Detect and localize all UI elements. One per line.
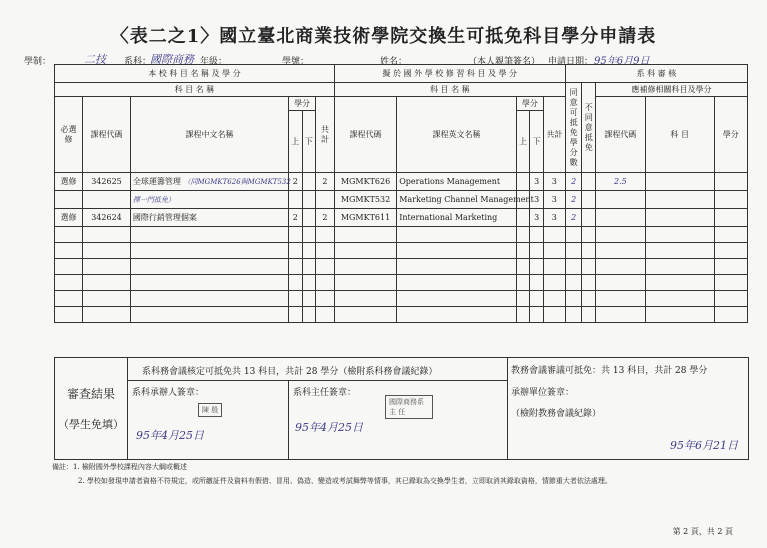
row-first: 2 xyxy=(289,209,303,227)
table-row xyxy=(55,191,748,209)
unit-sign-label: 承辦單位簽章： xyxy=(511,388,575,398)
row-type xyxy=(55,191,83,209)
row-total: 2 xyxy=(316,173,335,191)
foreign-col-code: 課程代碼 xyxy=(334,97,396,173)
row-second xyxy=(302,209,316,227)
handler-sign-label: 系科承辦人簽章： xyxy=(132,388,205,398)
handler-stamp: 陳 殷 xyxy=(198,403,222,417)
row-disagree xyxy=(582,191,596,209)
row-second xyxy=(302,191,316,209)
unit-note: （檢附教務會議紀錄） xyxy=(511,409,602,419)
row-en: Operations Management xyxy=(397,173,517,191)
row-rcredit xyxy=(714,173,747,191)
school-value: 二技 xyxy=(84,53,106,66)
row-tt: 3 xyxy=(543,173,565,191)
row-cn: 國際行銷管理個案 xyxy=(130,209,288,227)
foreign-col-second: 下 xyxy=(530,111,544,173)
row-first xyxy=(289,191,303,209)
foreign-subject-name: 科 目 名 稱 xyxy=(334,83,565,97)
school-label: 學制： xyxy=(24,57,52,67)
chair-sign-label: 系科主任簽章： xyxy=(293,388,357,398)
foreign-col-first: 上 xyxy=(516,111,530,173)
note-line-1: 備註：1. 檢附國外學校課程內容大綱或概述 xyxy=(52,463,187,471)
row-disagree xyxy=(582,209,596,227)
home-credits: 學分 xyxy=(289,97,316,111)
row-second xyxy=(302,173,316,191)
row-fcode: MGMKT611 xyxy=(334,209,396,227)
dept-value: 國際商務 xyxy=(150,53,194,66)
col-cn-name: 課程中文名稱 xyxy=(130,97,288,173)
row-en: Marketing Channel Management xyxy=(397,191,517,209)
row-agree: 2 xyxy=(565,173,582,191)
row-fcode: MGMKT626 xyxy=(334,173,396,191)
group-foreign: 擬 於 國 外 學 校 修 習 科 目 及 學 分 xyxy=(334,65,565,83)
row-total: 2 xyxy=(316,209,335,227)
row-ss: 3 xyxy=(530,209,544,227)
chair-date: 95年4月25日 xyxy=(295,421,363,434)
home-subject-name: 科 目 名 稱 xyxy=(55,83,335,97)
form-title: 〈表二之1〉國立臺北商業技術學院交換生可抵免科目學分申請表 xyxy=(110,26,657,47)
row-rsub xyxy=(645,173,714,191)
row-disagree xyxy=(582,173,596,191)
review-col-credit: 學分 xyxy=(714,97,747,173)
row-rsub xyxy=(645,209,714,227)
dept-meeting: 系科務會議核定可抵免共 13 科目，共計 28 學分（檢附系科務會議紀錄） xyxy=(128,358,507,381)
page-number: 第 2 頁，共 2 頁 xyxy=(672,527,733,536)
row-code: 342625 xyxy=(83,173,131,191)
empty-row xyxy=(55,275,748,291)
review-sub: 應補修相關科目及學分 xyxy=(595,83,747,97)
empty-row xyxy=(55,227,748,243)
handler-date: 95年4月25日 xyxy=(136,429,204,442)
row-rcode: 2.5 xyxy=(595,173,645,191)
chair-stamp: 國際商務系 主 任 xyxy=(385,395,433,419)
review-col-code: 課程代碼 xyxy=(595,97,645,173)
id-label: 學號： xyxy=(282,57,310,67)
name-label: 姓名： xyxy=(380,57,408,67)
row-fcode: MGMKT532 xyxy=(334,191,396,209)
date-label: 申請日期： xyxy=(548,57,594,67)
empty-row xyxy=(55,307,748,323)
grade-label: 年級： xyxy=(200,57,228,67)
group-home: 本 校 科 目 名 稱 及 學 分 xyxy=(55,65,335,83)
row-cn: 擇一門抵免） xyxy=(130,191,288,209)
date-value: 95年6月9日 xyxy=(594,56,650,67)
row-cn: 全球運籌管理 （同MGMKT626與MGMKT532 xyxy=(130,173,288,191)
empty-row xyxy=(55,259,748,275)
row-ss: 3 xyxy=(530,173,544,191)
col-en-name: 課程英文名稱 xyxy=(397,97,517,173)
row-rcredit xyxy=(714,209,747,227)
review-col-subject: 科 目 xyxy=(645,97,714,173)
col-agree: 同意可抵免學分數 xyxy=(565,83,582,173)
row-agree: 2 xyxy=(565,191,582,209)
col-required: 必選修 xyxy=(55,97,83,173)
row-ss: 3 xyxy=(530,191,544,209)
empty-row xyxy=(55,243,748,259)
empty-row xyxy=(55,291,748,307)
home-col-first: 上 xyxy=(289,111,303,173)
row-rsub xyxy=(645,191,714,209)
row-first: 2 xyxy=(289,173,303,191)
home-col-total: 共計 xyxy=(316,97,335,173)
unit-date: 95年6月21日 xyxy=(670,439,739,452)
row-rcode xyxy=(595,209,645,227)
foreign-col-total: 共計 xyxy=(543,97,565,173)
row-agree: 2 xyxy=(565,209,582,227)
row-type: 選修 xyxy=(55,173,83,191)
foreign-credits: 學分 xyxy=(516,97,543,111)
dept-label: 系科： xyxy=(124,57,152,67)
note-line-2: 2. 學校如發現申請者資格不符規定，或所繳証件及資料有假借、冒用、偽造、變造或考試舞弊等情事，其已錄取為交換學生者，立即取消其錄取資格，情節重大者依法處理。 xyxy=(78,477,612,485)
row-code xyxy=(83,191,131,209)
row-fs xyxy=(516,173,530,191)
row-tt: 3 xyxy=(543,191,565,209)
sign-note: （本人親筆簽名） xyxy=(468,57,541,67)
row-code: 342624 xyxy=(83,209,131,227)
group-review: 系 科 審 核 xyxy=(565,65,747,83)
row-fs xyxy=(516,209,530,227)
table-row xyxy=(55,173,748,191)
row-rcredit xyxy=(714,191,747,209)
row-rcode xyxy=(595,191,645,209)
row-total xyxy=(316,191,335,209)
row-en: International Marketing xyxy=(397,209,517,227)
academic-meeting: 教務會議審議可抵免：共 13 科目，共計 28 學分 xyxy=(511,366,708,376)
table-row xyxy=(55,209,748,227)
result-sub: （學生免填） xyxy=(58,418,124,431)
row-type: 選修 xyxy=(55,209,83,227)
course-table xyxy=(54,64,748,323)
result-label: 審查結果 xyxy=(66,387,115,401)
row-tt: 3 xyxy=(543,209,565,227)
col-code: 課程代碼 xyxy=(83,97,131,173)
home-col-second: 下 xyxy=(302,111,316,173)
col-disagree: 不同意抵免 xyxy=(582,83,596,173)
review-result-table xyxy=(54,357,749,460)
